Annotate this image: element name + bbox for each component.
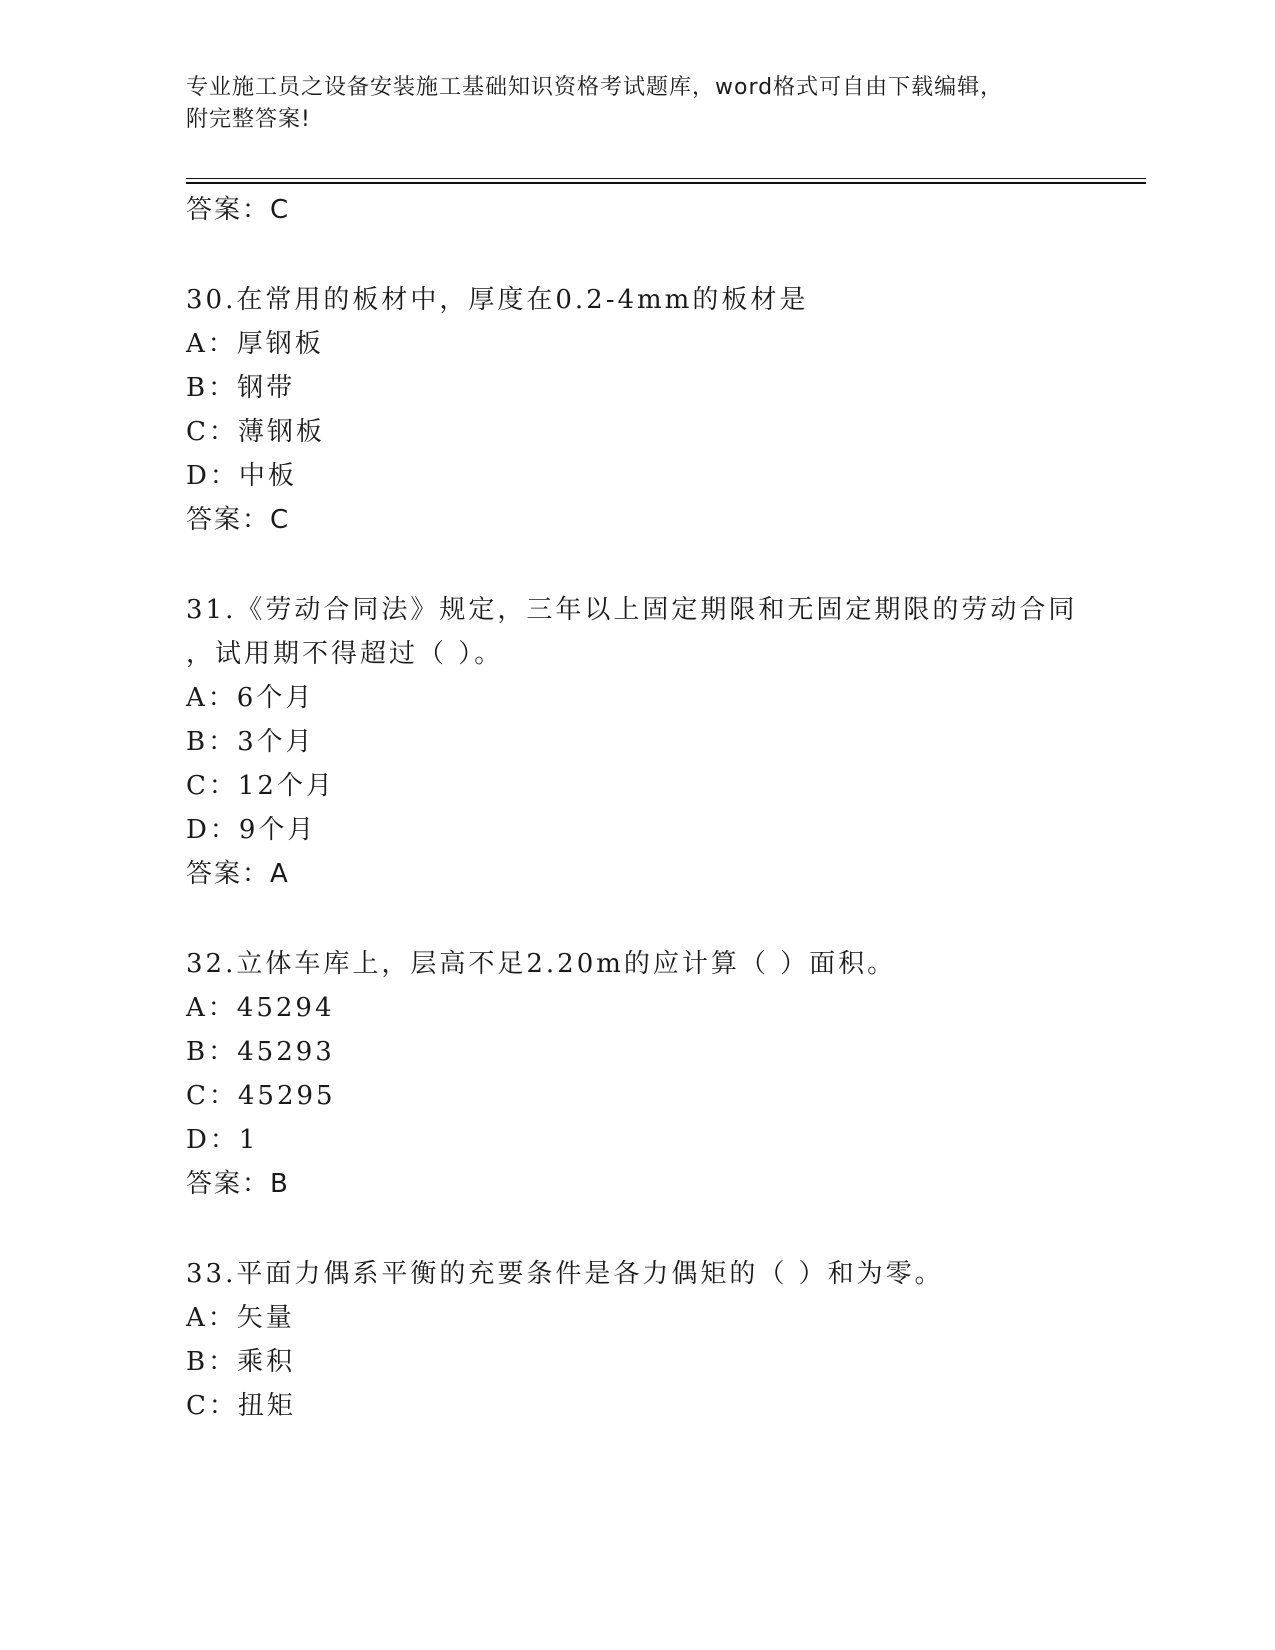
- question-30-option-a: A：厚钢板: [186, 329, 324, 359]
- page-header: [186, 72, 1066, 136]
- header-line-2: 附完整答案!: [186, 107, 311, 132]
- question-31-stem-line-1: 31.《劳动合同法》规定，三年以上固定期限和无固定期限的劳动合同: [186, 595, 1078, 625]
- question-31-option-d: D：9个月: [186, 815, 317, 845]
- answer-30: 答案：C: [186, 505, 291, 535]
- question-30-option-b: B：钢带: [186, 373, 296, 403]
- question-30-option-c: C：薄钢板: [186, 417, 325, 447]
- answer-31: 答案：A: [186, 859, 290, 889]
- question-33-option-c: C：扭矩: [186, 1391, 296, 1421]
- question-31-option-b: B：3个月: [186, 727, 315, 757]
- question-30-stem: 30.在常用的板材中，厚度在0.2-4mm的板材是: [186, 285, 809, 315]
- answer-32: 答案：B: [186, 1169, 290, 1199]
- question-31-option-a: A：6个月: [186, 683, 315, 713]
- question-31-stem-line-2: ，试用期不得超过（ ）。: [186, 639, 504, 669]
- question-32-option-a: A：45294: [186, 993, 335, 1023]
- question-33-option-a: A：矢量: [186, 1303, 295, 1333]
- question-32-option-d: D：1: [186, 1125, 259, 1155]
- question-33-option-b: B：乘积: [186, 1347, 296, 1377]
- question-31-option-c: C：12个月: [186, 771, 335, 801]
- question-33-stem: 33.平面力偶系平衡的充要条件是各力偶矩的（ ）和为零。: [186, 1259, 944, 1289]
- header-line-1: 专业施工员之设备安装施工基础知识资格考试题库，word格式可自由下载编辑，: [186, 75, 1004, 100]
- question-32-stem: 32.立体车库上，层高不足2.20m的应计算（ ）面积。: [186, 949, 897, 979]
- header-rule-thick: [186, 182, 1146, 184]
- answer-29: 答案：C: [186, 195, 291, 225]
- question-30-option-d: D：中板: [186, 461, 297, 491]
- question-32-option-b: B：45293: [186, 1037, 335, 1067]
- header-rule-thin: [186, 178, 1146, 179]
- question-32-option-c: C：45295: [186, 1081, 336, 1111]
